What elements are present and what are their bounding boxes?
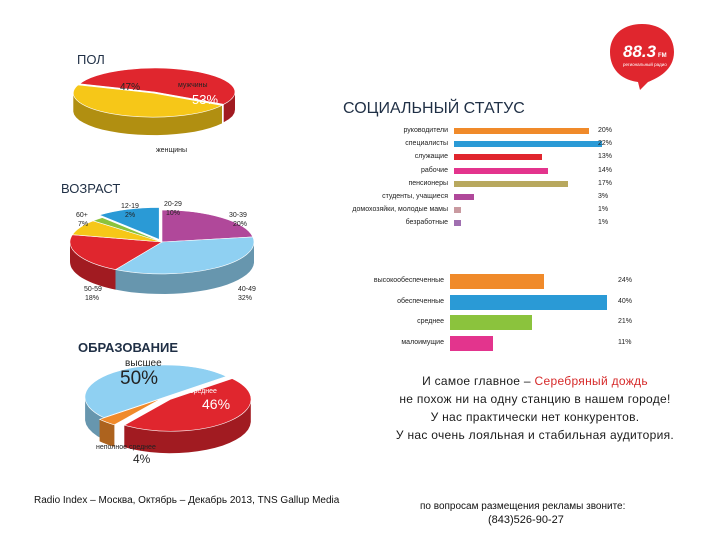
edu-value-higher: 50% <box>120 368 159 389</box>
bar-value-label: 14% <box>598 166 613 174</box>
age-value-20-29: 10% <box>166 210 181 217</box>
age-value-60: 7% <box>78 221 89 228</box>
bar-category-label: служащие <box>414 153 448 161</box>
source-note: Radio Index – Москва, Октябрь – Декабрь 2013, TNS Gallup Media <box>34 495 340 506</box>
bar-value-label: 1% <box>598 219 609 227</box>
gender-title: ПОЛ <box>77 52 105 67</box>
bar-category-label: специалисты <box>405 140 448 148</box>
bar-category-label: обеспеченные <box>397 297 444 305</box>
age-label-12-19: 12-19 <box>121 203 139 210</box>
edu-label-secondary: среднее <box>190 388 217 395</box>
bar-value-label: 3% <box>598 193 609 200</box>
bar-value-label: 13% <box>598 153 613 161</box>
bar-value-label: 1% <box>598 206 609 214</box>
message-prefix: И самое главное – <box>422 374 535 388</box>
message-line-2: не похож ни на одну станцию в нашем городе! <box>399 392 671 406</box>
bar <box>454 168 548 174</box>
message-line-3: У нас практически нет конкурентов. <box>430 410 640 424</box>
age-label-20-29: 20-29 <box>164 201 182 208</box>
income-chart <box>340 274 660 354</box>
edu-label-higher: высшее <box>125 358 162 369</box>
bar <box>454 207 461 213</box>
age-title: ВОЗРАСТ <box>61 181 121 196</box>
social-title: СОЦИАЛЬНЫЙ СТАТУС <box>343 100 525 117</box>
bar-category-label: рабочие <box>421 166 448 174</box>
station-logo <box>606 20 678 92</box>
bar <box>450 315 532 330</box>
bar <box>450 274 544 289</box>
bar-category-label: студенты, учащиеся <box>382 193 448 200</box>
education-title: ОБРАЗОВАНИЕ <box>78 340 178 355</box>
bar <box>450 295 607 310</box>
bar-category-label: домохозяйки, молодые мамы <box>352 206 448 214</box>
bar-value-label: 11% <box>618 338 632 346</box>
bar-category-label: руководители <box>403 127 448 134</box>
edu-value-incomplete: 4% <box>133 452 151 466</box>
gender-value-men: 53% <box>192 92 219 107</box>
contact-label: по вопросам размещения рекламы звоните: <box>420 501 626 512</box>
contact-phone: (843)526-90-27 <box>488 514 564 526</box>
bar-value-label: 24% <box>618 277 633 284</box>
bar <box>454 141 602 147</box>
logo-suffix: FM <box>658 53 667 59</box>
bar-value-label: 40% <box>618 297 633 305</box>
age-label-40-49: 40-49 <box>238 286 256 293</box>
age-label-60: 60+ <box>76 212 88 219</box>
bar-category-label: безработные <box>405 219 448 227</box>
age-label-30-39: 30-39 <box>229 212 247 219</box>
bar-value-label: 20% <box>598 127 613 134</box>
bar-category-label: малоимущие <box>401 338 444 346</box>
bar-category-label: среднее <box>417 318 444 325</box>
message-line-4: У нас очень лояльная и стабильная аудитория. <box>395 428 675 442</box>
bar <box>454 194 474 200</box>
bar-value-label: 21% <box>618 318 633 325</box>
gender-value-women: 47% <box>120 82 141 93</box>
edu-value-secondary: 46% <box>202 396 231 412</box>
gender-chart <box>60 62 260 154</box>
bar-category-label: пенсионеры <box>408 179 448 187</box>
age-value-12-19: 2% <box>125 212 136 219</box>
age-value-40-49: 32% <box>238 295 253 302</box>
bar-value-label: 22% <box>598 140 613 148</box>
bar <box>454 220 461 226</box>
bar-value-label: 17% <box>598 179 613 187</box>
bar <box>454 154 542 160</box>
logo-main: 88.3 <box>623 42 657 61</box>
age-value-50-59: 18% <box>85 295 100 302</box>
bar <box>454 181 568 187</box>
message-highlight: Серебряный дождь <box>534 374 648 388</box>
age-label-50-59: 50-59 <box>84 286 102 293</box>
edu-label-incomplete: неполное среднее <box>96 444 156 451</box>
bar <box>450 336 493 351</box>
bar-category-label: высокообеспеченные <box>373 277 444 284</box>
social-status-chart <box>340 128 640 238</box>
key-message <box>370 372 700 444</box>
age-value-30-39: 20% <box>233 221 248 228</box>
gender-label-men: мужчины <box>178 82 208 89</box>
logo-tagline: региональный радио <box>623 62 667 67</box>
gender-label-women: женщины <box>156 147 188 154</box>
bar <box>454 128 589 134</box>
